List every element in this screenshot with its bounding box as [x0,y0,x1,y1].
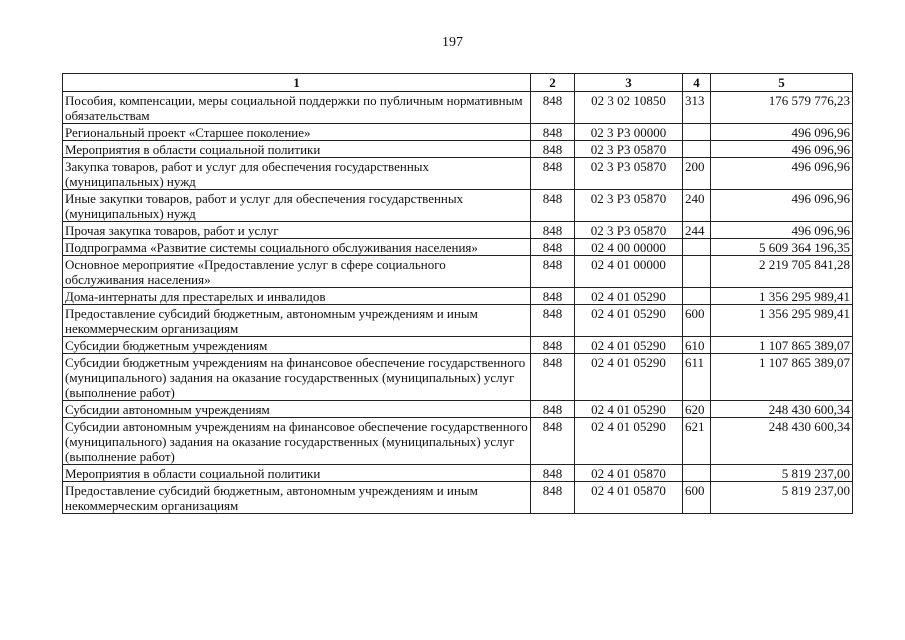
table-row [63,482,853,514]
table-row [63,256,853,288]
table-row [63,305,853,337]
row-csr-cell: 02 3 P3 05870 [575,190,683,222]
row-sum-cell: 5 819 237,00 [711,482,853,514]
row-csr-cell: 02 3 P3 05870 [575,141,683,158]
row-name-cell: Субсидии автономным учреждениям на финансовое обеспечение государственного (муниципального) задания на оказание государственных (муниципальных) услуг (выполнение работ) [63,418,531,465]
row-sum-cell: 248 430 600,34 [711,401,853,418]
row-ved-cell: 848 [531,305,575,337]
header-col-3: 3 [575,74,683,92]
table-row [63,418,853,465]
row-vr-cell: 620 [683,401,711,418]
row-sum-cell: 496 096,96 [711,124,853,141]
row-sum-cell: 496 096,96 [711,222,853,239]
row-ved-cell: 848 [531,222,575,239]
row-ved-cell: 848 [531,239,575,256]
row-sum-cell: 496 096,96 [711,141,853,158]
row-sum-cell: 1 356 295 989,41 [711,305,853,337]
row-name-cell: Пособия, компенсации, меры социальной поддержки по публичным нормативным обязательствам [63,92,531,124]
row-name-cell: Мероприятия в области социальной политики [63,141,531,158]
row-name-cell: Субсидии бюджетным учреждениям на финансовое обеспечение государственного (муниципального) задания на оказание государственных (муниципальных) услуг (выполнение работ) [63,354,531,401]
row-csr-cell: 02 4 01 05290 [575,337,683,354]
row-sum-cell: 248 430 600,34 [711,418,853,465]
row-ved-cell: 848 [531,256,575,288]
row-ved-cell: 848 [531,190,575,222]
table-row [63,190,853,222]
row-name-cell: Основное мероприятие «Предоставление услуг в сфере социального обслуживания населения» [63,256,531,288]
header-row [63,74,853,92]
row-csr-cell: 02 3 P3 05870 [575,222,683,239]
row-sum-cell: 1 107 865 389,07 [711,337,853,354]
row-csr-cell: 02 4 01 05290 [575,354,683,401]
row-vr-cell: 600 [683,305,711,337]
row-vr-cell: 610 [683,337,711,354]
row-ved-cell: 848 [531,124,575,141]
table-row [63,337,853,354]
row-ved-cell: 848 [531,92,575,124]
table-row [63,465,853,482]
row-vr-cell [683,256,711,288]
row-csr-cell: 02 4 01 05870 [575,482,683,514]
row-sum-cell: 1 107 865 389,07 [711,354,853,401]
row-sum-cell: 1 356 295 989,41 [711,288,853,305]
row-vr-cell [683,239,711,256]
page-number: 197 [442,35,463,50]
row-name-cell: Региональный проект «Старшее поколение» [63,124,531,141]
row-csr-cell: 02 3 P3 00000 [575,124,683,141]
table-row [63,141,853,158]
row-name-cell: Закупка товаров, работ и услуг для обеспечения государственных (муниципальных) нужд [63,158,531,190]
row-vr-cell: 244 [683,222,711,239]
row-name-cell: Предоставление субсидий бюджетным, автономным учреждениям и иным некоммерческим организациям [63,482,531,514]
row-csr-cell: 02 4 01 05290 [575,288,683,305]
row-vr-cell: 611 [683,354,711,401]
row-name-cell: Дома-интернаты для престарелых и инвалидов [63,288,531,305]
row-ved-cell: 848 [531,401,575,418]
row-ved-cell: 848 [531,158,575,190]
budget-table [62,73,853,514]
row-ved-cell: 848 [531,337,575,354]
table-header [63,74,853,92]
row-name-cell: Мероприятия в области социальной политики [63,465,531,482]
row-name-cell: Прочая закупка товаров, работ и услуг [63,222,531,239]
header-col-2: 2 [531,74,575,92]
row-sum-cell: 176 579 776,23 [711,92,853,124]
row-csr-cell: 02 4 01 05290 [575,401,683,418]
row-name-cell: Предоставление субсидий бюджетным, автономным учреждениям и иным некоммерческим организациям [63,305,531,337]
table-row [63,354,853,401]
row-vr-cell: 621 [683,418,711,465]
row-ved-cell: 848 [531,482,575,514]
table-row [63,124,853,141]
row-ved-cell: 848 [531,465,575,482]
row-ved-cell: 848 [531,354,575,401]
row-csr-cell: 02 3 02 10850 [575,92,683,124]
table-row [63,288,853,305]
row-csr-cell: 02 4 00 00000 [575,239,683,256]
header-col-1: 1 [63,74,531,92]
row-ved-cell: 848 [531,141,575,158]
row-sum-cell: 496 096,96 [711,190,853,222]
row-vr-cell: 240 [683,190,711,222]
row-sum-cell: 496 096,96 [711,158,853,190]
header-col-5: 5 [711,74,853,92]
row-vr-cell [683,465,711,482]
row-name-cell: Субсидии автономным учреждениям [63,401,531,418]
row-sum-cell: 5 819 237,00 [711,465,853,482]
header-col-4: 4 [683,74,711,92]
table-row [63,158,853,190]
table-row [63,222,853,239]
row-csr-cell: 02 4 01 05290 [575,305,683,337]
row-name-cell: Подпрограмма «Развитие системы социального обслуживания населения» [63,239,531,256]
row-csr-cell: 02 4 01 00000 [575,256,683,288]
row-vr-cell: 200 [683,158,711,190]
row-csr-cell: 02 4 01 05290 [575,418,683,465]
row-csr-cell: 02 4 01 05870 [575,465,683,482]
row-vr-cell [683,141,711,158]
row-vr-cell: 313 [683,92,711,124]
table-body [63,92,853,514]
row-csr-cell: 02 3 P3 05870 [575,158,683,190]
row-vr-cell [683,288,711,305]
table-row [63,401,853,418]
row-sum-cell: 5 609 364 196,35 [711,239,853,256]
row-ved-cell: 848 [531,288,575,305]
table-row [63,92,853,124]
row-name-cell: Иные закупки товаров, работ и услуг для обеспечения государственных (муниципальных) нужд [63,190,531,222]
row-ved-cell: 848 [531,418,575,465]
row-vr-cell: 600 [683,482,711,514]
row-sum-cell: 2 219 705 841,28 [711,256,853,288]
table-row [63,239,853,256]
row-name-cell: Субсидии бюджетным учреждениям [63,337,531,354]
row-vr-cell [683,124,711,141]
